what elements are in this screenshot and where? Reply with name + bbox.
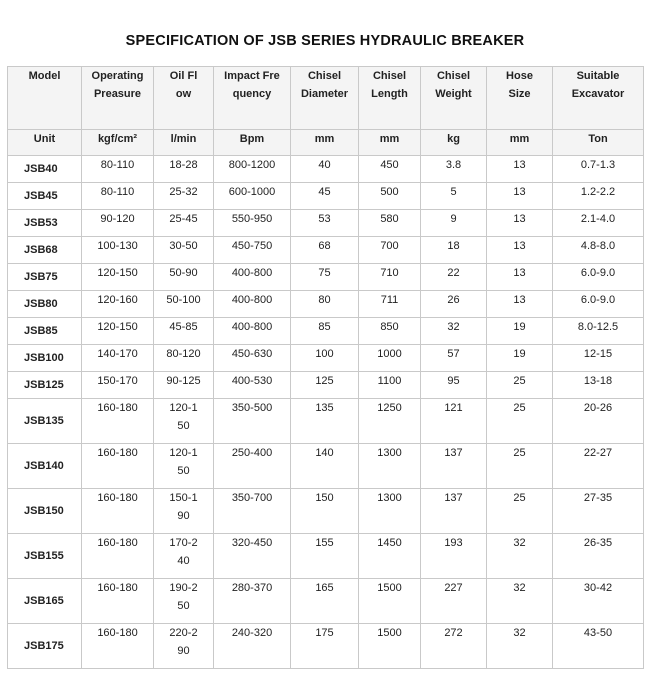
cell-chisel-diameter: 135 xyxy=(291,399,359,444)
cell-impact-frequency: 350-700 xyxy=(214,489,291,534)
cell-impact-frequency: 400-800 xyxy=(214,264,291,291)
cell-chisel-weight: 95 xyxy=(421,372,487,399)
unit-excavator: Ton xyxy=(553,130,644,156)
spec-table xyxy=(7,66,644,669)
cell-suitable-excavator: 22-27 xyxy=(553,444,644,489)
col-header-oil-flow: Oil Flow xyxy=(154,67,214,130)
cell-chisel-length: 850 xyxy=(359,318,421,345)
cell-hose-size: 19 xyxy=(487,345,553,372)
col-header-chisel-weight: Chisel Weight xyxy=(421,67,487,130)
cell-suitable-excavator: 20-26 xyxy=(553,399,644,444)
cell-oil-flow: 150-190 xyxy=(154,489,214,534)
cell-chisel-weight: 5 xyxy=(421,183,487,210)
cell-oil-flow: 80-120 xyxy=(154,345,214,372)
cell-suitable-excavator: 6.0-9.0 xyxy=(553,291,644,318)
cell-chisel-weight: 57 xyxy=(421,345,487,372)
cell-impact-frequency: 240-320 xyxy=(214,624,291,669)
unit-pressure: kgf/cm² xyxy=(82,130,154,156)
cell-operating-pressure: 160-180 xyxy=(82,579,154,624)
cell-oil-flow: 45-85 xyxy=(154,318,214,345)
cell-chisel-diameter: 80 xyxy=(291,291,359,318)
cell-oil-flow: 220-290 xyxy=(154,624,214,669)
cell-operating-pressure: 160-180 xyxy=(82,489,154,534)
cell-hose-size: 13 xyxy=(487,183,553,210)
table-row xyxy=(8,399,644,444)
cell-model: JSB80 xyxy=(8,291,82,318)
cell-chisel-diameter: 45 xyxy=(291,183,359,210)
cell-hose-size: 25 xyxy=(487,444,553,489)
cell-chisel-weight: 137 xyxy=(421,489,487,534)
table-row xyxy=(8,345,644,372)
cell-operating-pressure: 120-150 xyxy=(82,318,154,345)
cell-hose-size: 19 xyxy=(487,318,553,345)
cell-hose-size: 25 xyxy=(487,372,553,399)
cell-impact-frequency: 350-500 xyxy=(214,399,291,444)
cell-model: JSB40 xyxy=(8,156,82,183)
cell-impact-frequency: 550-950 xyxy=(214,210,291,237)
cell-operating-pressure: 80-110 xyxy=(82,156,154,183)
cell-chisel-weight: 272 xyxy=(421,624,487,669)
cell-hose-size: 25 xyxy=(487,399,553,444)
cell-oil-flow: 50-90 xyxy=(154,264,214,291)
cell-suitable-excavator: 30-42 xyxy=(553,579,644,624)
cell-operating-pressure: 80-110 xyxy=(82,183,154,210)
page-title: SPECIFICATION OF JSB SERIES HYDRAULIC BREAKER xyxy=(125,33,525,49)
cell-oil-flow: 18-28 xyxy=(154,156,214,183)
cell-chisel-length: 1300 xyxy=(359,489,421,534)
unit-length: mm xyxy=(359,130,421,156)
cell-impact-frequency: 800-1200 xyxy=(214,156,291,183)
cell-impact-frequency: 450-630 xyxy=(214,345,291,372)
unit-weight: kg xyxy=(421,130,487,156)
cell-operating-pressure: 160-180 xyxy=(82,534,154,579)
cell-operating-pressure: 100-130 xyxy=(82,237,154,264)
cell-chisel-weight: 18 xyxy=(421,237,487,264)
cell-chisel-diameter: 100 xyxy=(291,345,359,372)
cell-model: JSB150 xyxy=(8,489,82,534)
cell-operating-pressure: 120-150 xyxy=(82,264,154,291)
table-row xyxy=(8,237,644,264)
col-header-hose-size: Hose Size xyxy=(487,67,553,130)
cell-impact-frequency: 450-750 xyxy=(214,237,291,264)
cell-suitable-excavator: 8.0-12.5 xyxy=(553,318,644,345)
cell-suitable-excavator: 27-35 xyxy=(553,489,644,534)
cell-oil-flow: 170-240 xyxy=(154,534,214,579)
cell-operating-pressure: 150-170 xyxy=(82,372,154,399)
cell-oil-flow: 120-150 xyxy=(154,444,214,489)
cell-chisel-length: 1500 xyxy=(359,579,421,624)
cell-oil-flow: 25-45 xyxy=(154,210,214,237)
cell-model: JSB53 xyxy=(8,210,82,237)
cell-hose-size: 13 xyxy=(487,264,553,291)
cell-operating-pressure: 160-180 xyxy=(82,399,154,444)
cell-model: JSB45 xyxy=(8,183,82,210)
cell-chisel-length: 450 xyxy=(359,156,421,183)
table-row xyxy=(8,534,644,579)
cell-suitable-excavator: 1.2-2.2 xyxy=(553,183,644,210)
cell-model: JSB75 xyxy=(8,264,82,291)
cell-chisel-weight: 227 xyxy=(421,579,487,624)
cell-chisel-weight: 9 xyxy=(421,210,487,237)
cell-chisel-diameter: 140 xyxy=(291,444,359,489)
cell-impact-frequency: 400-800 xyxy=(214,291,291,318)
table-row xyxy=(8,372,644,399)
table-row xyxy=(8,318,644,345)
cell-oil-flow: 30-50 xyxy=(154,237,214,264)
cell-chisel-diameter: 68 xyxy=(291,237,359,264)
cell-hose-size: 32 xyxy=(487,624,553,669)
cell-hose-size: 13 xyxy=(487,237,553,264)
table-row xyxy=(8,489,644,534)
cell-operating-pressure: 160-180 xyxy=(82,624,154,669)
cell-chisel-diameter: 53 xyxy=(291,210,359,237)
col-header-model: Model xyxy=(8,67,82,130)
cell-chisel-weight: 26 xyxy=(421,291,487,318)
cell-oil-flow: 120-150 xyxy=(154,399,214,444)
cell-suitable-excavator: 43-50 xyxy=(553,624,644,669)
cell-model: JSB135 xyxy=(8,399,82,444)
cell-oil-flow: 25-32 xyxy=(154,183,214,210)
unit-frequency: Bpm xyxy=(214,130,291,156)
cell-impact-frequency: 400-530 xyxy=(214,372,291,399)
table-row xyxy=(8,579,644,624)
cell-chisel-length: 700 xyxy=(359,237,421,264)
cell-operating-pressure: 90-120 xyxy=(82,210,154,237)
cell-chisel-weight: 32 xyxy=(421,318,487,345)
cell-model: JSB165 xyxy=(8,579,82,624)
cell-chisel-weight: 137 xyxy=(421,444,487,489)
unit-diameter: mm xyxy=(291,130,359,156)
cell-chisel-length: 711 xyxy=(359,291,421,318)
cell-oil-flow: 90-125 xyxy=(154,372,214,399)
cell-suitable-excavator: 0.7-1.3 xyxy=(553,156,644,183)
table-row xyxy=(8,210,644,237)
cell-oil-flow: 190-250 xyxy=(154,579,214,624)
cell-chisel-length: 1100 xyxy=(359,372,421,399)
cell-chisel-diameter: 175 xyxy=(291,624,359,669)
cell-chisel-diameter: 125 xyxy=(291,372,359,399)
cell-model: JSB100 xyxy=(8,345,82,372)
cell-suitable-excavator: 6.0-9.0 xyxy=(553,264,644,291)
cell-chisel-length: 1500 xyxy=(359,624,421,669)
table-row xyxy=(8,291,644,318)
cell-chisel-length: 1300 xyxy=(359,444,421,489)
cell-model: JSB140 xyxy=(8,444,82,489)
header-row xyxy=(8,67,644,130)
cell-suitable-excavator: 4.8-8.0 xyxy=(553,237,644,264)
unit-label: Unit xyxy=(8,130,82,156)
cell-impact-frequency: 320-450 xyxy=(214,534,291,579)
cell-suitable-excavator: 12-15 xyxy=(553,345,644,372)
cell-hose-size: 13 xyxy=(487,210,553,237)
cell-chisel-diameter: 85 xyxy=(291,318,359,345)
cell-suitable-excavator: 2.1-4.0 xyxy=(553,210,644,237)
cell-operating-pressure: 160-180 xyxy=(82,444,154,489)
unit-oil-flow: l/min xyxy=(154,130,214,156)
cell-impact-frequency: 400-800 xyxy=(214,318,291,345)
cell-chisel-weight: 193 xyxy=(421,534,487,579)
cell-chisel-weight: 3.8 xyxy=(421,156,487,183)
cell-chisel-weight: 22 xyxy=(421,264,487,291)
cell-suitable-excavator: 26-35 xyxy=(553,534,644,579)
cell-operating-pressure: 120-160 xyxy=(82,291,154,318)
cell-model: JSB155 xyxy=(8,534,82,579)
cell-operating-pressure: 140-170 xyxy=(82,345,154,372)
cell-suitable-excavator: 13-18 xyxy=(553,372,644,399)
cell-oil-flow: 50-100 xyxy=(154,291,214,318)
cell-chisel-length: 710 xyxy=(359,264,421,291)
cell-model: JSB125 xyxy=(8,372,82,399)
cell-chisel-length: 1000 xyxy=(359,345,421,372)
col-header-suitable-excavator: Suitable Excavator xyxy=(553,67,644,130)
cell-model: JSB175 xyxy=(8,624,82,669)
cell-model: JSB85 xyxy=(8,318,82,345)
cell-chisel-diameter: 165 xyxy=(291,579,359,624)
cell-model: JSB68 xyxy=(8,237,82,264)
cell-impact-frequency: 600-1000 xyxy=(214,183,291,210)
table-row xyxy=(8,156,644,183)
table-row xyxy=(8,183,644,210)
cell-chisel-weight: 121 xyxy=(421,399,487,444)
cell-chisel-length: 580 xyxy=(359,210,421,237)
cell-hose-size: 13 xyxy=(487,156,553,183)
cell-impact-frequency: 280-370 xyxy=(214,579,291,624)
unit-hose: mm xyxy=(487,130,553,156)
cell-hose-size: 32 xyxy=(487,534,553,579)
cell-hose-size: 13 xyxy=(487,291,553,318)
table-row xyxy=(8,264,644,291)
cell-chisel-diameter: 75 xyxy=(291,264,359,291)
cell-impact-frequency: 250-400 xyxy=(214,444,291,489)
table-row xyxy=(8,444,644,489)
cell-chisel-diameter: 155 xyxy=(291,534,359,579)
cell-hose-size: 25 xyxy=(487,489,553,534)
unit-row xyxy=(8,130,644,156)
cell-chisel-length: 1450 xyxy=(359,534,421,579)
cell-chisel-length: 1250 xyxy=(359,399,421,444)
col-header-operating-pressure: Operating Preasure xyxy=(82,67,154,130)
cell-chisel-diameter: 40 xyxy=(291,156,359,183)
cell-chisel-diameter: 150 xyxy=(291,489,359,534)
cell-hose-size: 32 xyxy=(487,579,553,624)
col-header-chisel-diameter: Chisel Diameter xyxy=(291,67,359,130)
col-header-chisel-length: Chisel Length xyxy=(359,67,421,130)
cell-chisel-length: 500 xyxy=(359,183,421,210)
col-header-impact-frequency: Impact Frequency xyxy=(214,67,291,130)
table-row xyxy=(8,624,644,669)
